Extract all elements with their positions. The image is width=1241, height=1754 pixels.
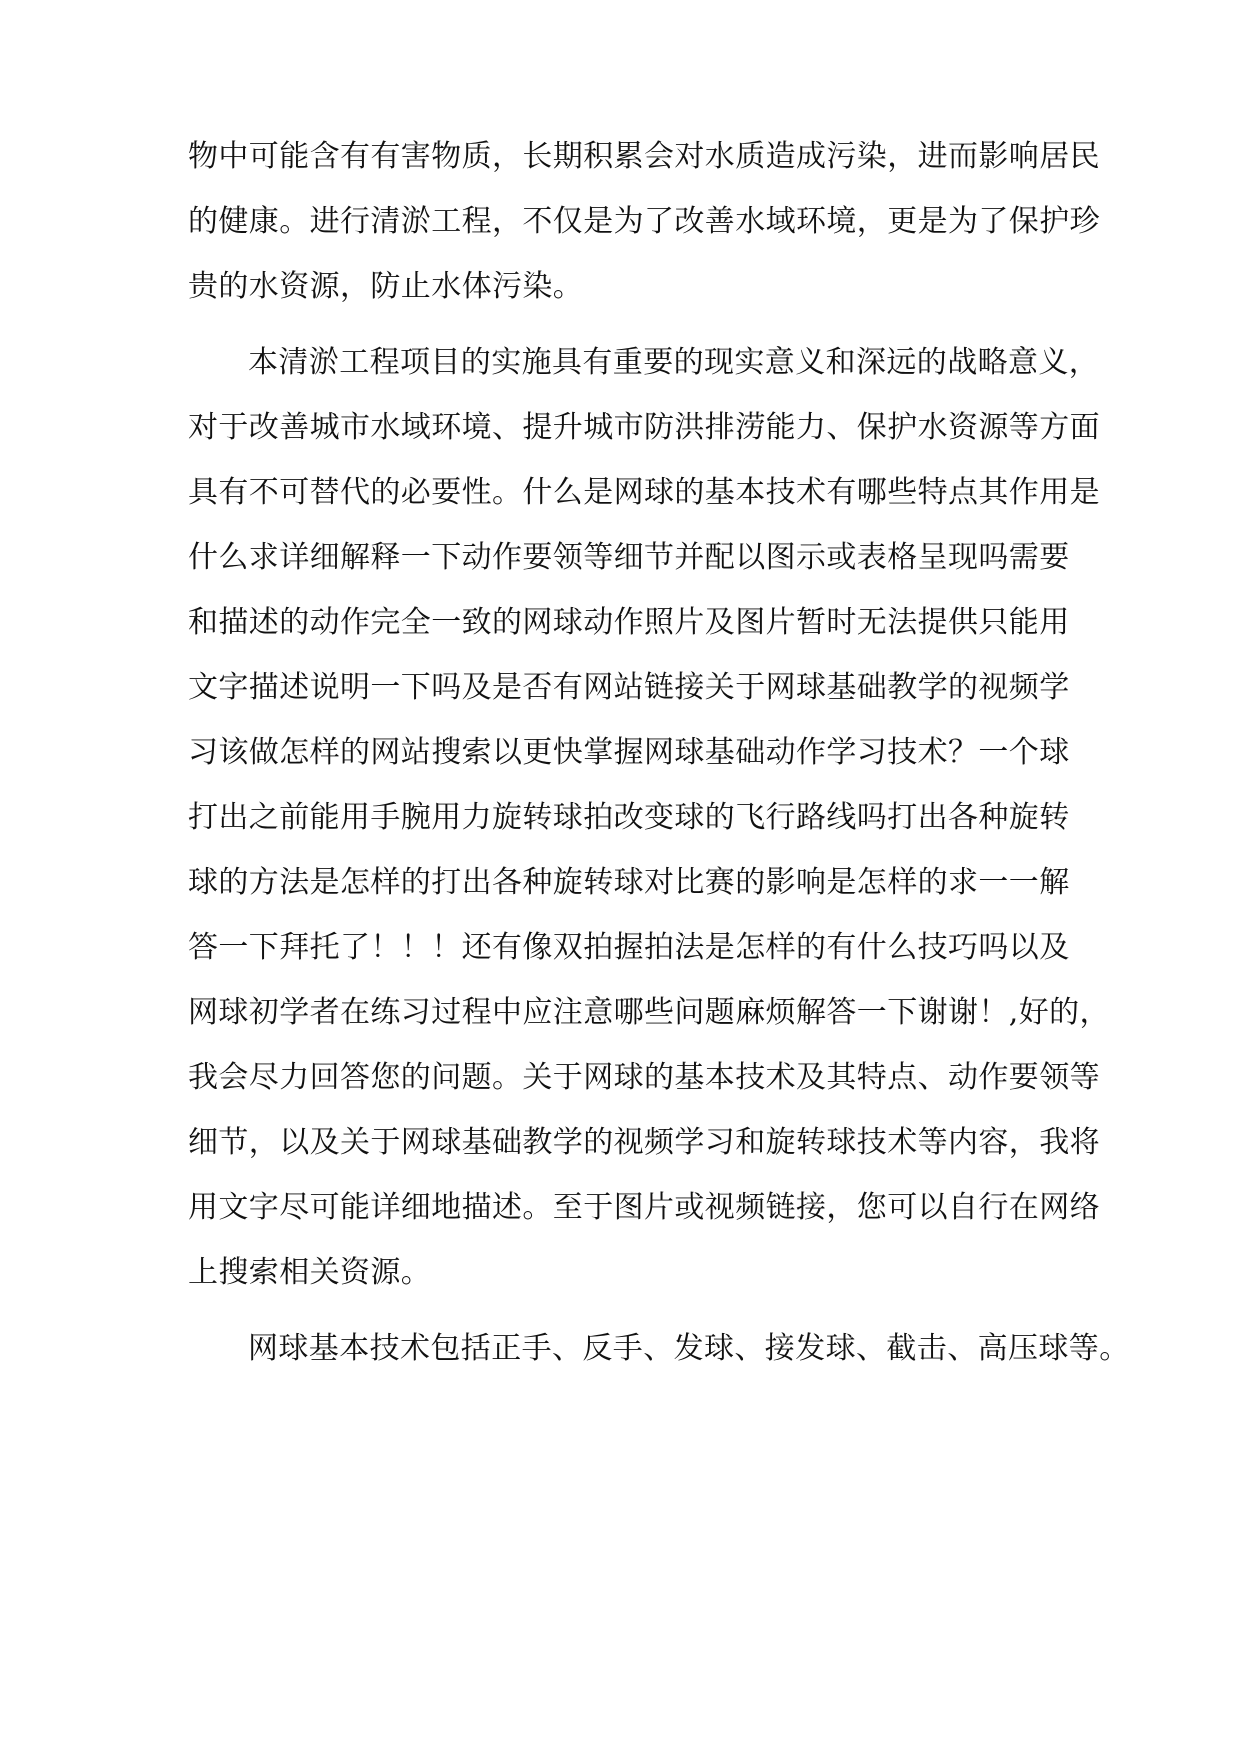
text-line: 上搜索相关资源。 <box>188 1255 432 1290</box>
text-line: 具有不可替代的必要性。什么是网球的基本技术有哪些特点其作用是 <box>188 475 1100 510</box>
text-line: 答一下拜托了！！！还有像双拍握拍法是怎样的有什么技巧吗以及 <box>188 930 1070 965</box>
text-line: 什么求详细解释一下动作要领等细节并配以图示或表格呈现吗需要 <box>188 540 1070 575</box>
text-line: 和描述的动作完全一致的网球动作照片及图片暂时无法提供只能用 <box>188 605 1070 640</box>
text-line: 文字描述说明一下吗及是否有网站链接关于网球基础教学的视频学 <box>188 670 1070 705</box>
paragraph-first-line: 网球基本技术包括正手、反手、发球、接发球、截击、高压球等。 <box>248 1331 1130 1366</box>
text-line: 细节，以及关于网球基础教学的视频学习和旋转球技术等内容，我将 <box>188 1125 1100 1160</box>
text-line: 打出之前能用手腕用力旋转球拍改变球的飞行路线吗打出各种旋转 <box>188 800 1070 835</box>
text-line: 贵的水资源，防止水体污染。 <box>188 269 584 304</box>
text-line: 球的方法是怎样的打出各种旋转球对比赛的影响是怎样的求一一解 <box>188 865 1070 900</box>
text-line: 的健康。进行清淤工程，不仅是为了改善水域环境，更是为了保护珍 <box>188 204 1100 239</box>
text-line: 我会尽力回答您的问题。关于网球的基本技术及其特点、动作要领等 <box>188 1060 1100 1095</box>
text-line: 习该做怎样的网站搜索以更快掌握网球基础动作学习技术？一个球 <box>188 735 1070 770</box>
text-line: 对于改善城市水域环境、提升城市防洪排涝能力、保护水资源等方面 <box>188 410 1100 445</box>
text-line: 网球初学者在练习过程中应注意哪些问题麻烦解答一下谢谢！,好的， <box>188 995 1110 1030</box>
text-line: 物中可能含有有害物质，长期积累会对水质造成污染，进而影响居民 <box>188 139 1100 174</box>
text-line: 用文字尽可能详细地描述。至于图片或视频链接，您可以自行在网络 <box>188 1190 1100 1225</box>
paragraph-first-line: 本清淤工程项目的实施具有重要的现实意义和深远的战略意义， <box>248 345 1100 380</box>
